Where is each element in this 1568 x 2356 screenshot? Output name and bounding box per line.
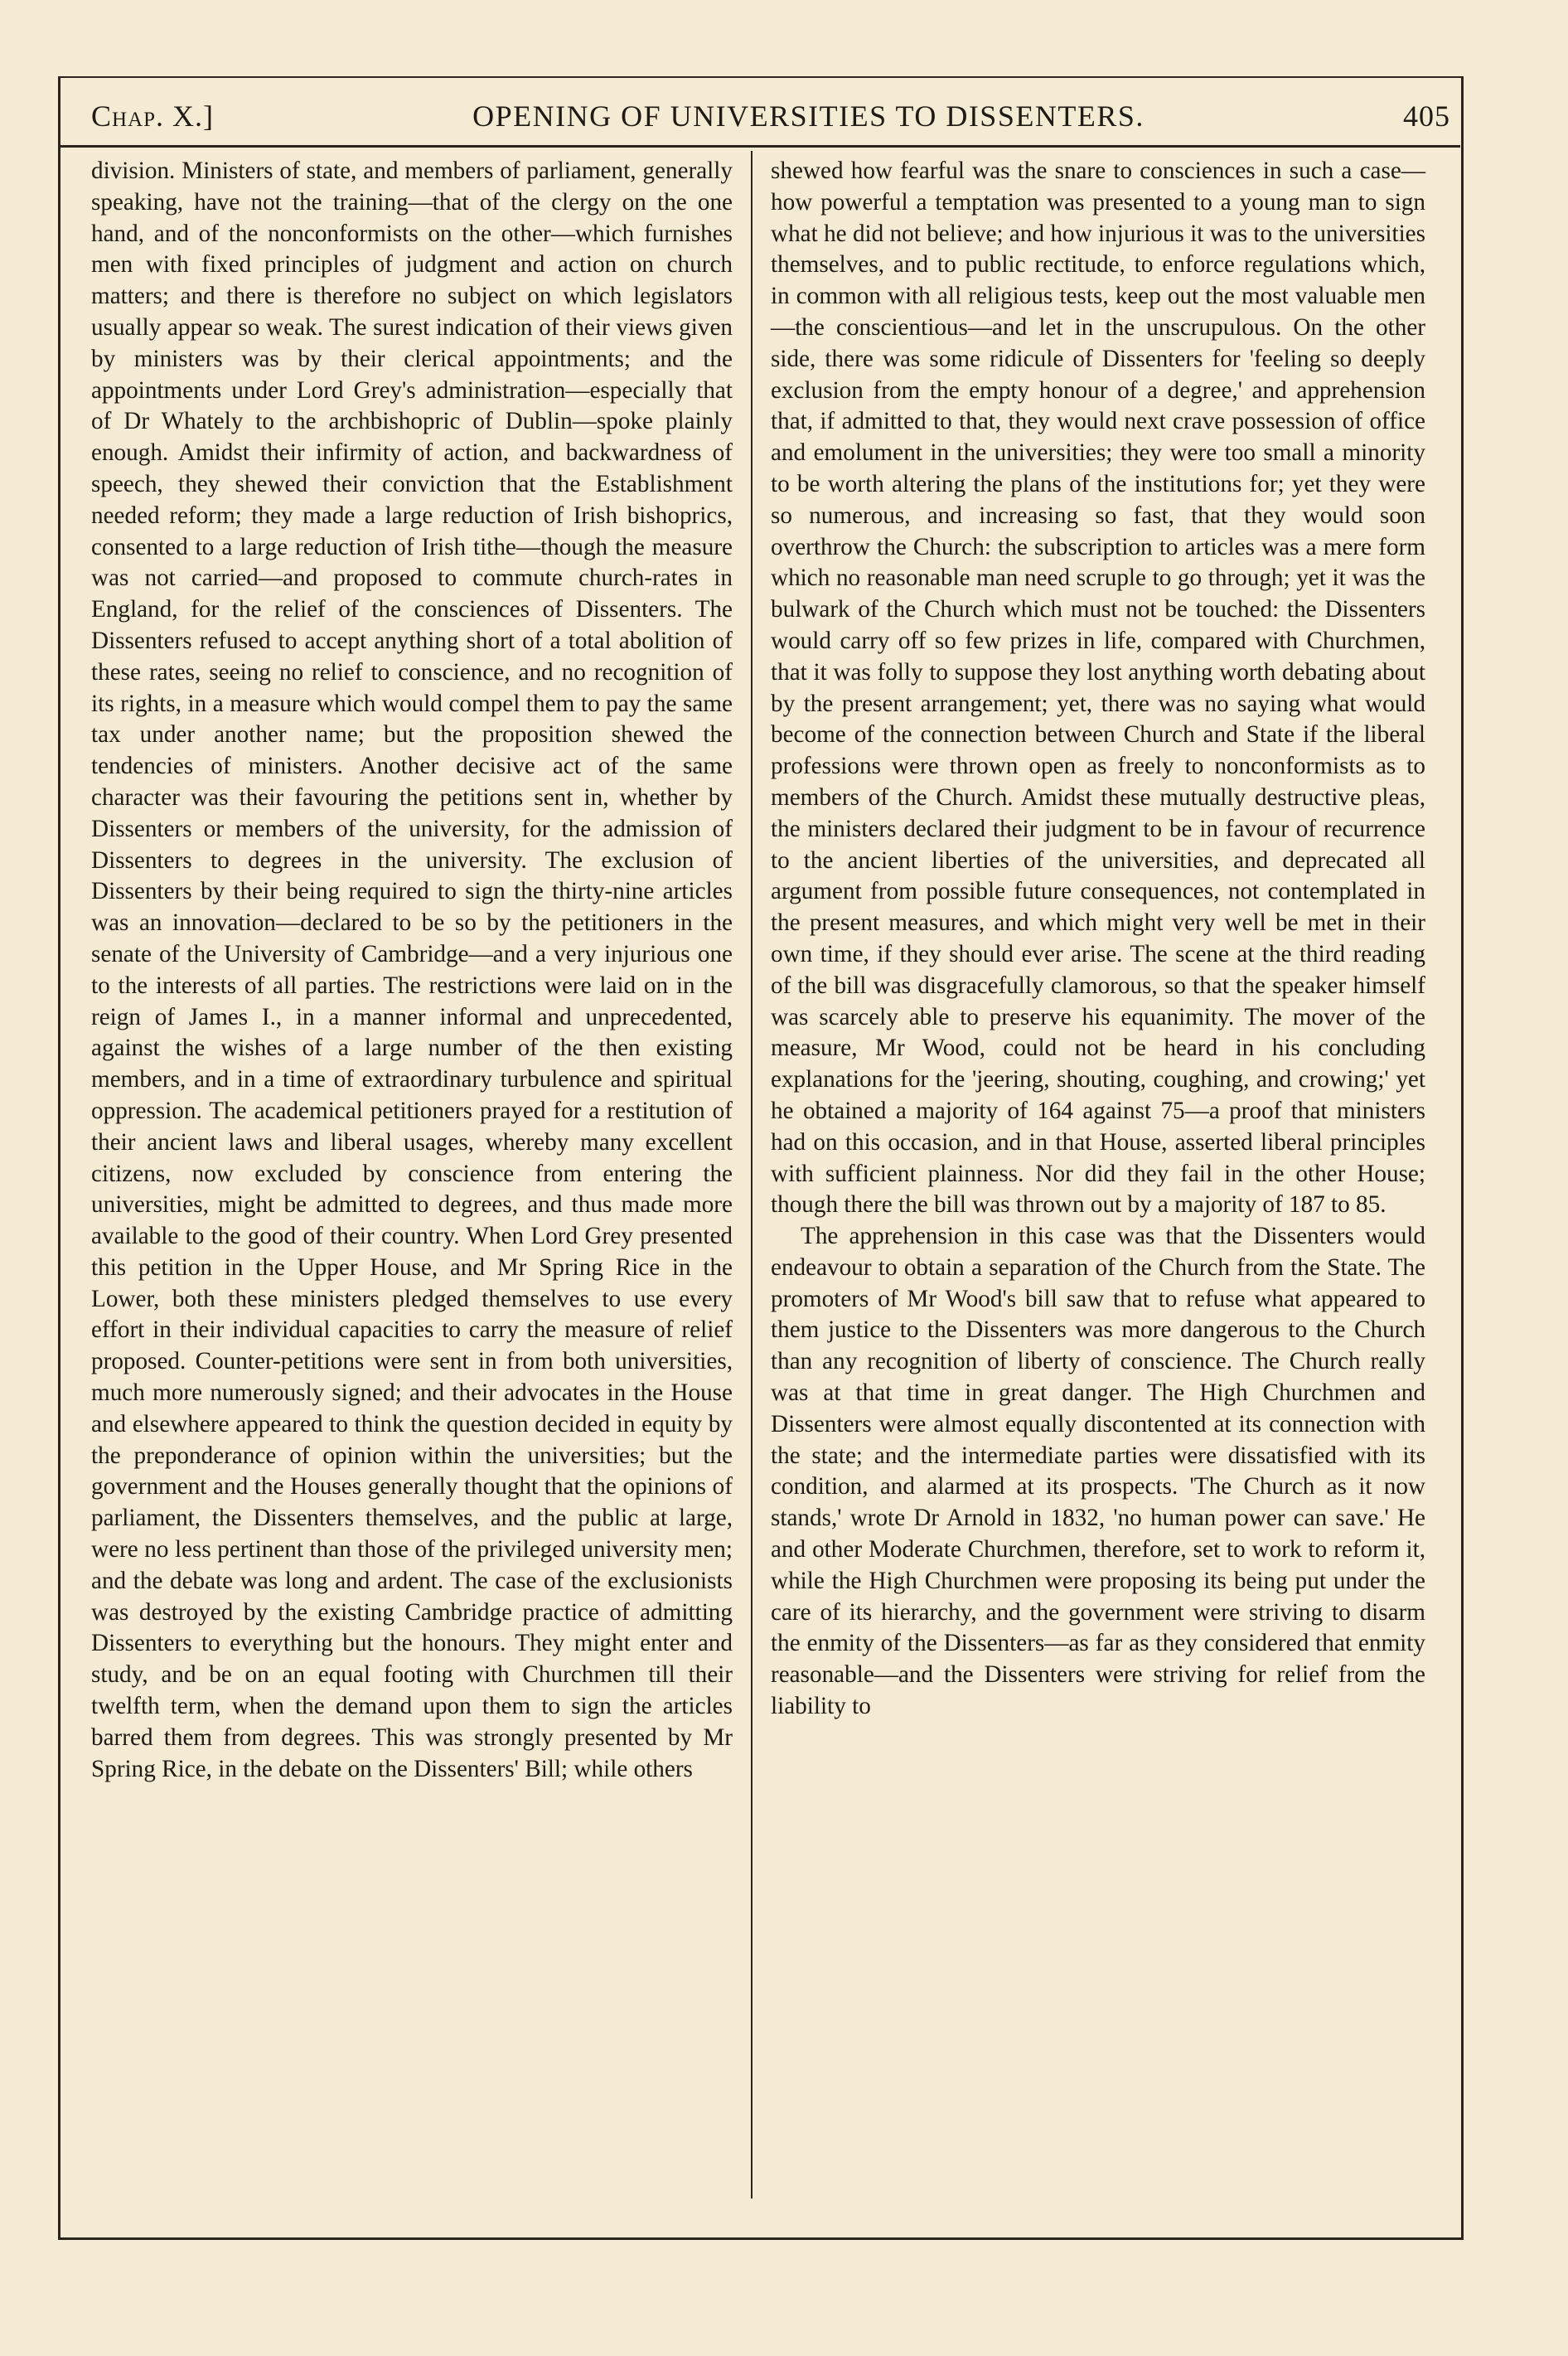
header-rule [60, 145, 1460, 148]
left-paragraph-1: division. Ministers of state, and members of parliament, generally speaking, have not the training—that of the clergy on the one hand, and of the nonconformists on the other—which furnishes men with fixed principles of judgment and action on church matters; and there is therefore no subject on which legislators usually appear so weak. The surest indication of their views given by ministers was by their clerical appointments; and the appointments under Lord Grey's administration—especially that of Dr Whately to the archbishopric of Dublin—spoke plainly enough. Amidst their infirmity of action, and backwardness of speech, they shewed their conviction that the Establishment needed reform; they made a large reduction of Irish bishoprics, consented to a large reduction of Irish tithe—though the measure was not carried—and proposed to commute church-rates in England, for the relief of the consciences of Dissenters. The Dissenters refused to accept anything short of a total abolition of these rates, seeing no relief to conscience, and no recognition of its rights, in a measure which would compel them to pay the same tax under another name; but the proposition shewed the tendencies of ministers. Another decisive act of the same character was their favouring the petitions sent in, whether by Dissenters or members of the university, for the admission of Dissenters to degrees in the university. The exclusion of Dissenters by their being required to sign the thirty-nine articles was an innovation—declared to be so by the petitioners in the senate of the University of Cambridge—and a very injurious one to the interests of all parties. The restrictions were laid on in the reign of James I., in a manner informal and unprecedented, against the wishes of a large number of the then existing members, and in a time of extraordinary turbulence and spiritual oppression. The academical petitioners prayed for a restitution of their ancient laws and liberal usages, whereby many excellent citizens, now excluded by conscience from entering the universities, might be admitted to degrees, and thus made more available to the good of their country. When Lord Grey presented this petition in the Upper House, and Mr Spring Rice in the Lower, both these ministers pledged themselves to use every effort in their individual capacities to carry the measure of relief proposed. Counter-petitions were sent in from both universities, much more numerously signed; and their advocates in the House and elsewhere appeared to think the question decided in equity by the preponderance of opinion within the universities; but the government and the Houses generally thought that the opinions of parliament, the Dissenters themselves, and the public at large, were no less pertinent than those of the privileged university men; and the debate was long and ardent. The case of the exclusionists was destroyed by the existing Cambridge practice of admitting Dissenters to everything but the honours. They might enter and study, and be on an equal footing with Churchmen till their twelfth term, when the demand upon them to sign the articles barred them from degrees. This was strongly presented by Mr Spring Rice, in the debate on the Dissenters' Bill; while others [91, 158, 733, 1782]
right-column [771, 156, 1425, 1723]
page-title: OPENING OF UNIVERSITIES TO DISSENTERS. [472, 99, 1145, 133]
left-column [91, 156, 733, 1785]
page-number: 405 [1402, 99, 1450, 133]
running-header [91, 91, 1450, 141]
column-divider [751, 151, 753, 2198]
chapter-label: Chap. X.] [91, 99, 215, 133]
right-paragraph-1: shewed how fearful was the snare to consciences in such a case—how powerful a temptation was presented to a young man to sign what he did not believe; and how injurious it was to the universities themselves, and to public rectitude, to enforce regulations which, in common with all religious tests, keep out the most valuable men—the conscientious—and let in the unscrupulous. On the other side, there was some ridicule of Dissenters for 'feeling so deeply exclusion from the empty honour of a degree,' and apprehension that, if admitted to that, they would next crave possession of office and emolument in the universities; they were too small a minority to be worth altering the plans of the institutions for; yet they were so numerous, and increasing so fast, that they would soon overthrow the Church: the subscription to articles was a mere form which no reasonable man need scruple to go through; yet it was the bulwark of the Church which must not be touched: the Dissenters would carry off so few prizes in life, compared with Churchmen, that it was folly to suppose they lost anything worth debating about by the present arrangement; yet, there was no saying what would become of the connection between Church and State if the liberal professions were thrown open as freely to nonconformists as to members of the Church. Amidst these mutually destructive pleas, the ministers declared their judgment to be in favour of recurrence to the ancient liberties of the universities, and deprecated all argument from possible future consequences, not contemplated in the present measures, and which might very well be met in their own time, if they should ever arise. The scene at the third reading of the bill was disgracefully clamorous, so that the speaker himself was scarcely able to preserve his equanimity. The mover of the measure, Mr Wood, could not be heard in his concluding explanations for the 'jeering, shouting, coughing, and crowing;' yet he obtained a majority of 164 against 75—a proof that ministers had on this occasion, and in that House, asserted liberal principles with sufficient plainness. Nor did they fail in the other House; though there the bill was thrown out by a majority of 187 to 85. [771, 158, 1425, 1219]
right-paragraph-2: The apprehension in this case was that the Dissenters would endeavour to obtain a separation of the Church from the State. The promoters of Mr Wood's bill saw that to refuse what appeared to them justice to the Dissenters was more dangerous to the Church than any recognition of liberty of conscience. The Church really was at that time in great danger. The High Churchmen and Dissenters were almost equally discontented at its connection with the state; and the intermediate parties were dissatisfied with its condition, and alarmed at its prospects. 'The Church as it now stands,' wrote Dr Arnold in 1832, 'no human power can save.' He and other Moderate Churchmen, therefore, set to work to reform it, while the High Churchmen were proposing its being put under the care of its hierarchy, and the government were striving to disarm the enmity of the Dissenters—as far as they considered that enmity reasonable—and the Dissenters were striving for relief from the liability to [771, 1223, 1425, 1720]
